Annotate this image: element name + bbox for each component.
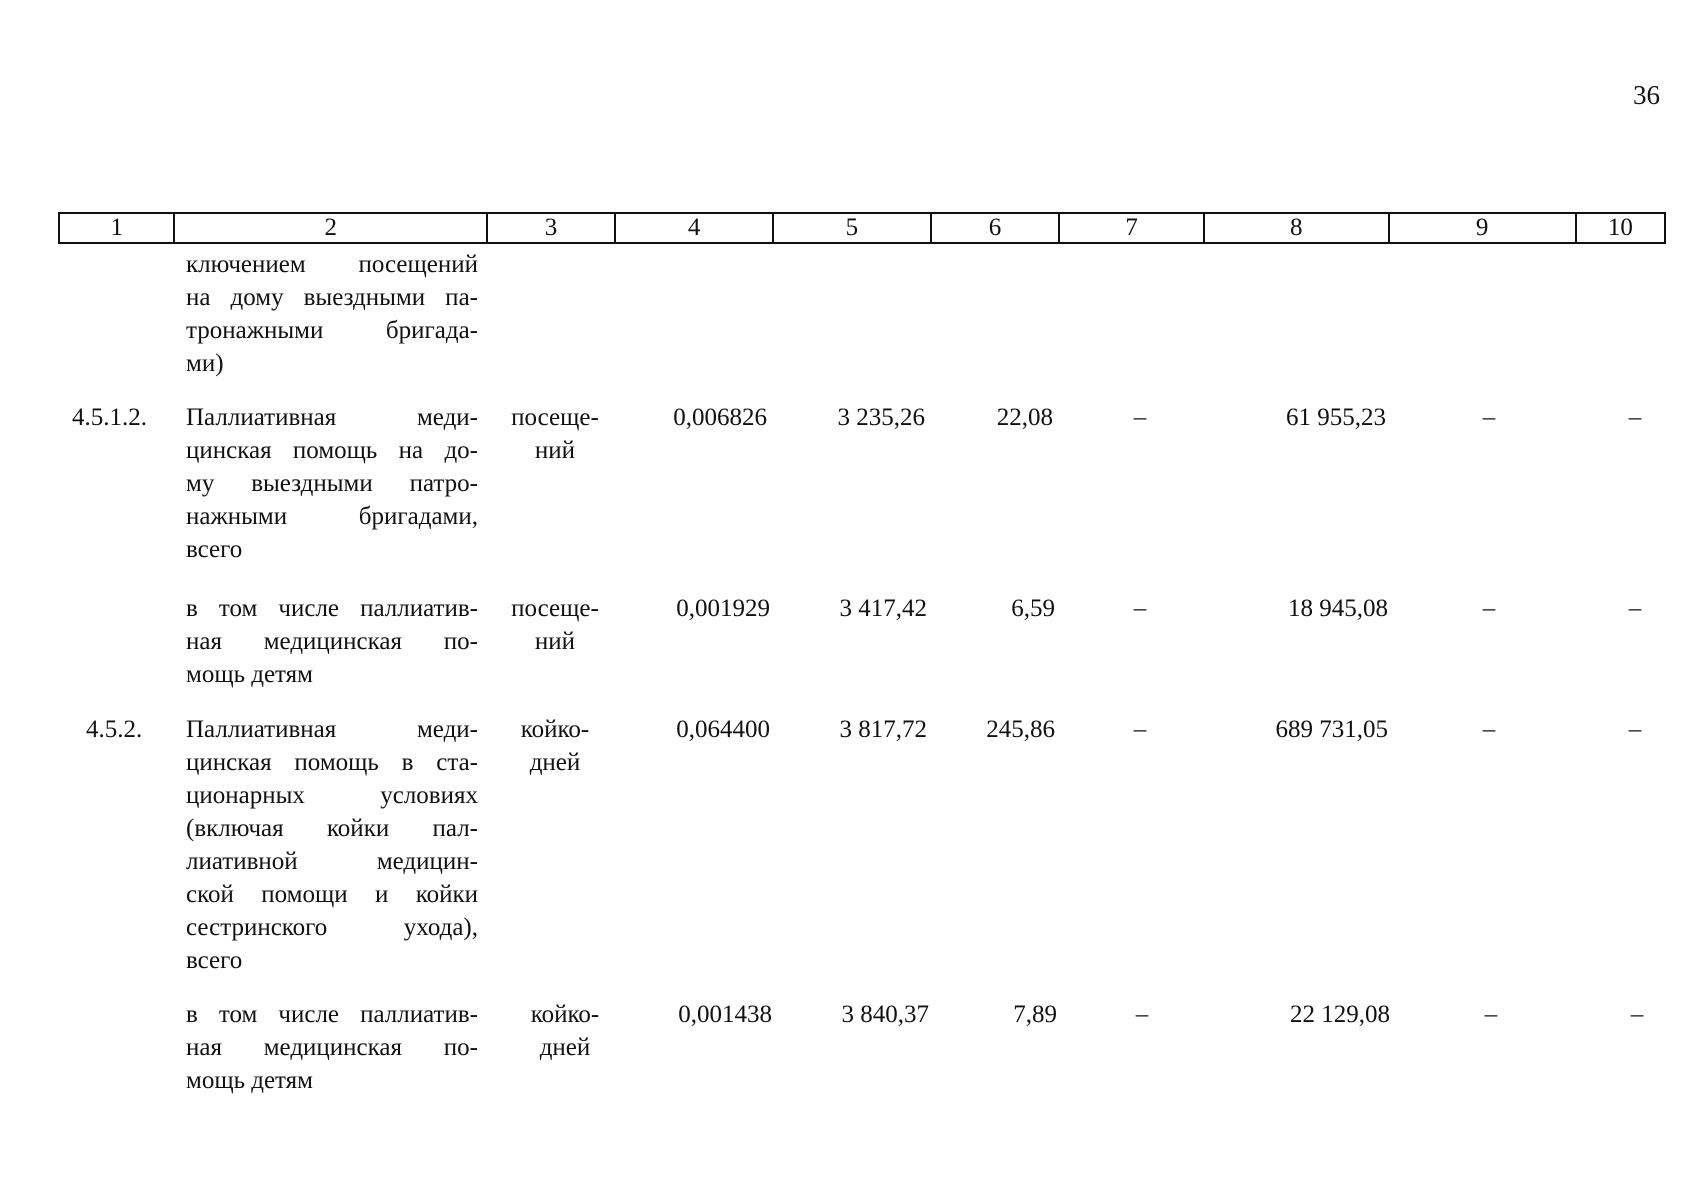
cell-col-5: 3 235,26	[837, 404, 925, 431]
header-col-10: 10	[1576, 213, 1665, 243]
cell-col-4: 0,001929	[676, 595, 770, 622]
header-col-2: 2	[174, 213, 486, 243]
name-line: сестринского ухода),	[186, 914, 478, 941]
unit-line: посеще-	[511, 595, 599, 622]
cell-col-6: 22,08	[996, 404, 1053, 431]
cell-col-6: 6,59	[1011, 595, 1055, 622]
cell-col-9: –	[1482, 716, 1496, 743]
table-row-name	[186, 713, 478, 977]
cell-col-10: –	[1628, 716, 1642, 743]
header-col-9: 9	[1389, 213, 1576, 243]
unit-line: ний	[534, 628, 576, 655]
name-line: мощь детям	[186, 661, 313, 688]
name-line: ключением посещений	[186, 251, 478, 278]
unit-line: дней	[529, 749, 581, 776]
name-line: всего	[186, 536, 243, 563]
name-line: цинская помощь в ста-	[186, 749, 478, 776]
unit-line: койко-	[530, 1001, 600, 1028]
cell-col-7: –	[1133, 716, 1147, 743]
cell-col-7: –	[1133, 404, 1147, 431]
name-line: ционарных условиях	[186, 782, 478, 809]
cell-col-10: –	[1630, 1001, 1644, 1028]
cell-col-7: –	[1135, 1001, 1149, 1028]
cell-col-8: 61 955,23	[1286, 404, 1386, 431]
cell-col-8: 22 129,08	[1290, 1001, 1390, 1028]
name-line: Паллиативная меди-	[186, 404, 478, 431]
table-row-name	[186, 592, 478, 691]
name-line: ской помощи и койки	[186, 881, 478, 908]
header-col-6: 6	[931, 213, 1059, 243]
name-line: (включая койки пал-	[186, 815, 478, 842]
header-col-7: 7	[1059, 213, 1204, 243]
unit-cell	[510, 998, 620, 1064]
unit-line: посеще-	[511, 404, 599, 431]
name-line: цинская помощь на до-	[186, 437, 478, 464]
name-line: в том числе паллиатив-	[186, 595, 478, 622]
cell-col-9: –	[1482, 404, 1496, 431]
name-line: на дому выездными па-	[186, 284, 478, 311]
unit-cell	[500, 401, 610, 467]
cell-col-6: 7,89	[1013, 1001, 1057, 1028]
unit-cell	[500, 713, 610, 779]
name-line: ная медицинская по-	[186, 1034, 478, 1061]
cell-col-8: 18 945,08	[1288, 595, 1388, 622]
header-col-5: 5	[773, 213, 931, 243]
name-line: ми)	[186, 350, 224, 377]
cell-col-4: 0,006826	[673, 404, 767, 431]
header-col-1: 1	[59, 213, 174, 243]
row-number: 4.5.1.2.	[72, 404, 147, 431]
header-col-3: 3	[487, 213, 615, 243]
unit-line: койко-	[520, 716, 590, 743]
table-row-name	[186, 998, 478, 1097]
table-header	[58, 212, 1666, 244]
name-line: тронажными бригада-	[186, 317, 478, 344]
row-number: 4.5.2.	[86, 716, 143, 743]
name-line: нажными бригадами,	[186, 503, 478, 530]
name-line: Паллиативная меди-	[186, 716, 478, 743]
name-line: всего	[186, 947, 243, 974]
table-row-name	[186, 248, 478, 380]
cell-col-10: –	[1628, 404, 1642, 431]
table-row-name	[186, 401, 478, 566]
unit-line: дней	[539, 1034, 591, 1061]
header-col-4: 4	[615, 213, 773, 243]
cell-col-5: 3 817,72	[839, 716, 927, 743]
cell-col-6: 245,86	[986, 716, 1055, 743]
name-line: му выездными патро-	[186, 470, 478, 497]
cell-col-4: 0,064400	[676, 716, 770, 743]
cell-col-9: –	[1482, 595, 1496, 622]
name-line: мощь детям	[186, 1067, 313, 1094]
cell-col-5: 3 840,37	[841, 1001, 929, 1028]
cell-col-5: 3 417,42	[839, 595, 927, 622]
header-col-8: 8	[1204, 213, 1388, 243]
page-number: 36	[1633, 80, 1660, 110]
cell-col-10: –	[1628, 595, 1642, 622]
name-line: в том числе паллиатив-	[186, 1001, 478, 1028]
cell-col-4: 0,001438	[678, 1001, 772, 1028]
name-line: ная медицинская по-	[186, 628, 478, 655]
unit-line: ний	[534, 437, 576, 464]
name-line: лиативной медицин-	[186, 848, 478, 875]
cell-col-8: 689 731,05	[1275, 716, 1388, 743]
cell-col-7: –	[1133, 595, 1147, 622]
cell-col-9: –	[1484, 1001, 1498, 1028]
unit-cell	[500, 592, 610, 658]
